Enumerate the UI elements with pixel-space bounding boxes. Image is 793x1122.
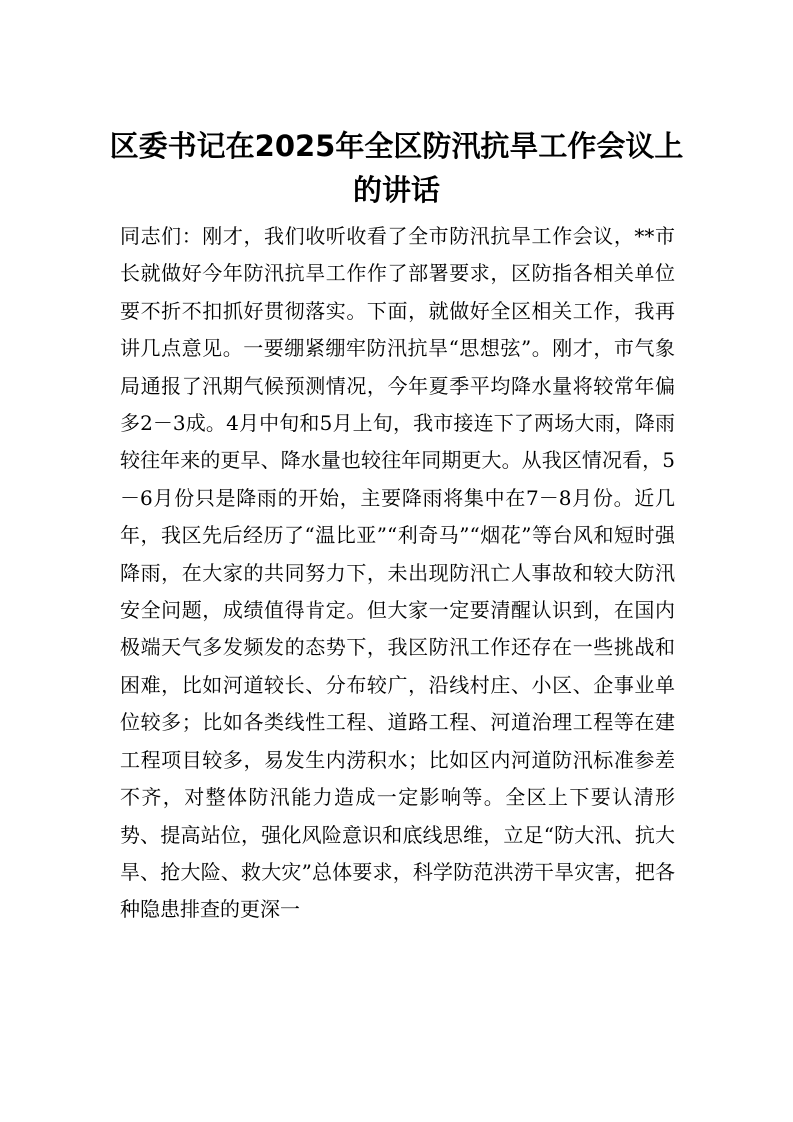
document-title: 区委书记在2025年全区防汛抗旱工作会议上的讲话 [109,129,684,207]
document-body [120,218,675,929]
body-paragraph: 同志们：刚才，我们收听收看了全市防汛抗旱工作会议，**市长就做好今年防汛抗旱工作作了部署要求，区防指各相关单位要不折不扣抓好贯彻落实。下面，就做好全区相关工作，我再讲几点意见。一要绷紧绷牢防汛抗旱“思想弦”。刚才，市气象局通报了汛期气候预测情况，今年夏季平均降水量将较常年偏多2－3成。4月中旬和5月上旬，我市接连下了两场大雨，降雨较往年来的更早、降水量也较往年同期更大。从我区情况看，5－6月份只是降雨的开始，主要降雨将集中在7－8月份。近几年，我区先后经历了“温比亚”“利奇马”“烟花”等台风和短时强降雨，在大家的共同努力下，未出现防汛亡人事故和较大防汛安全问题，成绩值得肯定。但大家一定要清醒认识到，在国内极端天气多发频发的态势下，我区防汛工作还存在一些挑战和困难，比如河道较长、分布较广，沿线村庄、小区、企事业单位较多；比如各类线性工程、道路工程、河道治理工程等在建工程项目较多，易发生内涝积水；比如区内河道防汛标准参差不齐，对整体防汛能力造成一定影响等。全区上下要认清形势、提高站位，强化风险意识和底线思维，立足“防大汛、抗大旱、抢大险、救大灾”总体要求，科学防范洪涝干旱灾害，把各种隐患排查的更深一 [120,224,675,922]
